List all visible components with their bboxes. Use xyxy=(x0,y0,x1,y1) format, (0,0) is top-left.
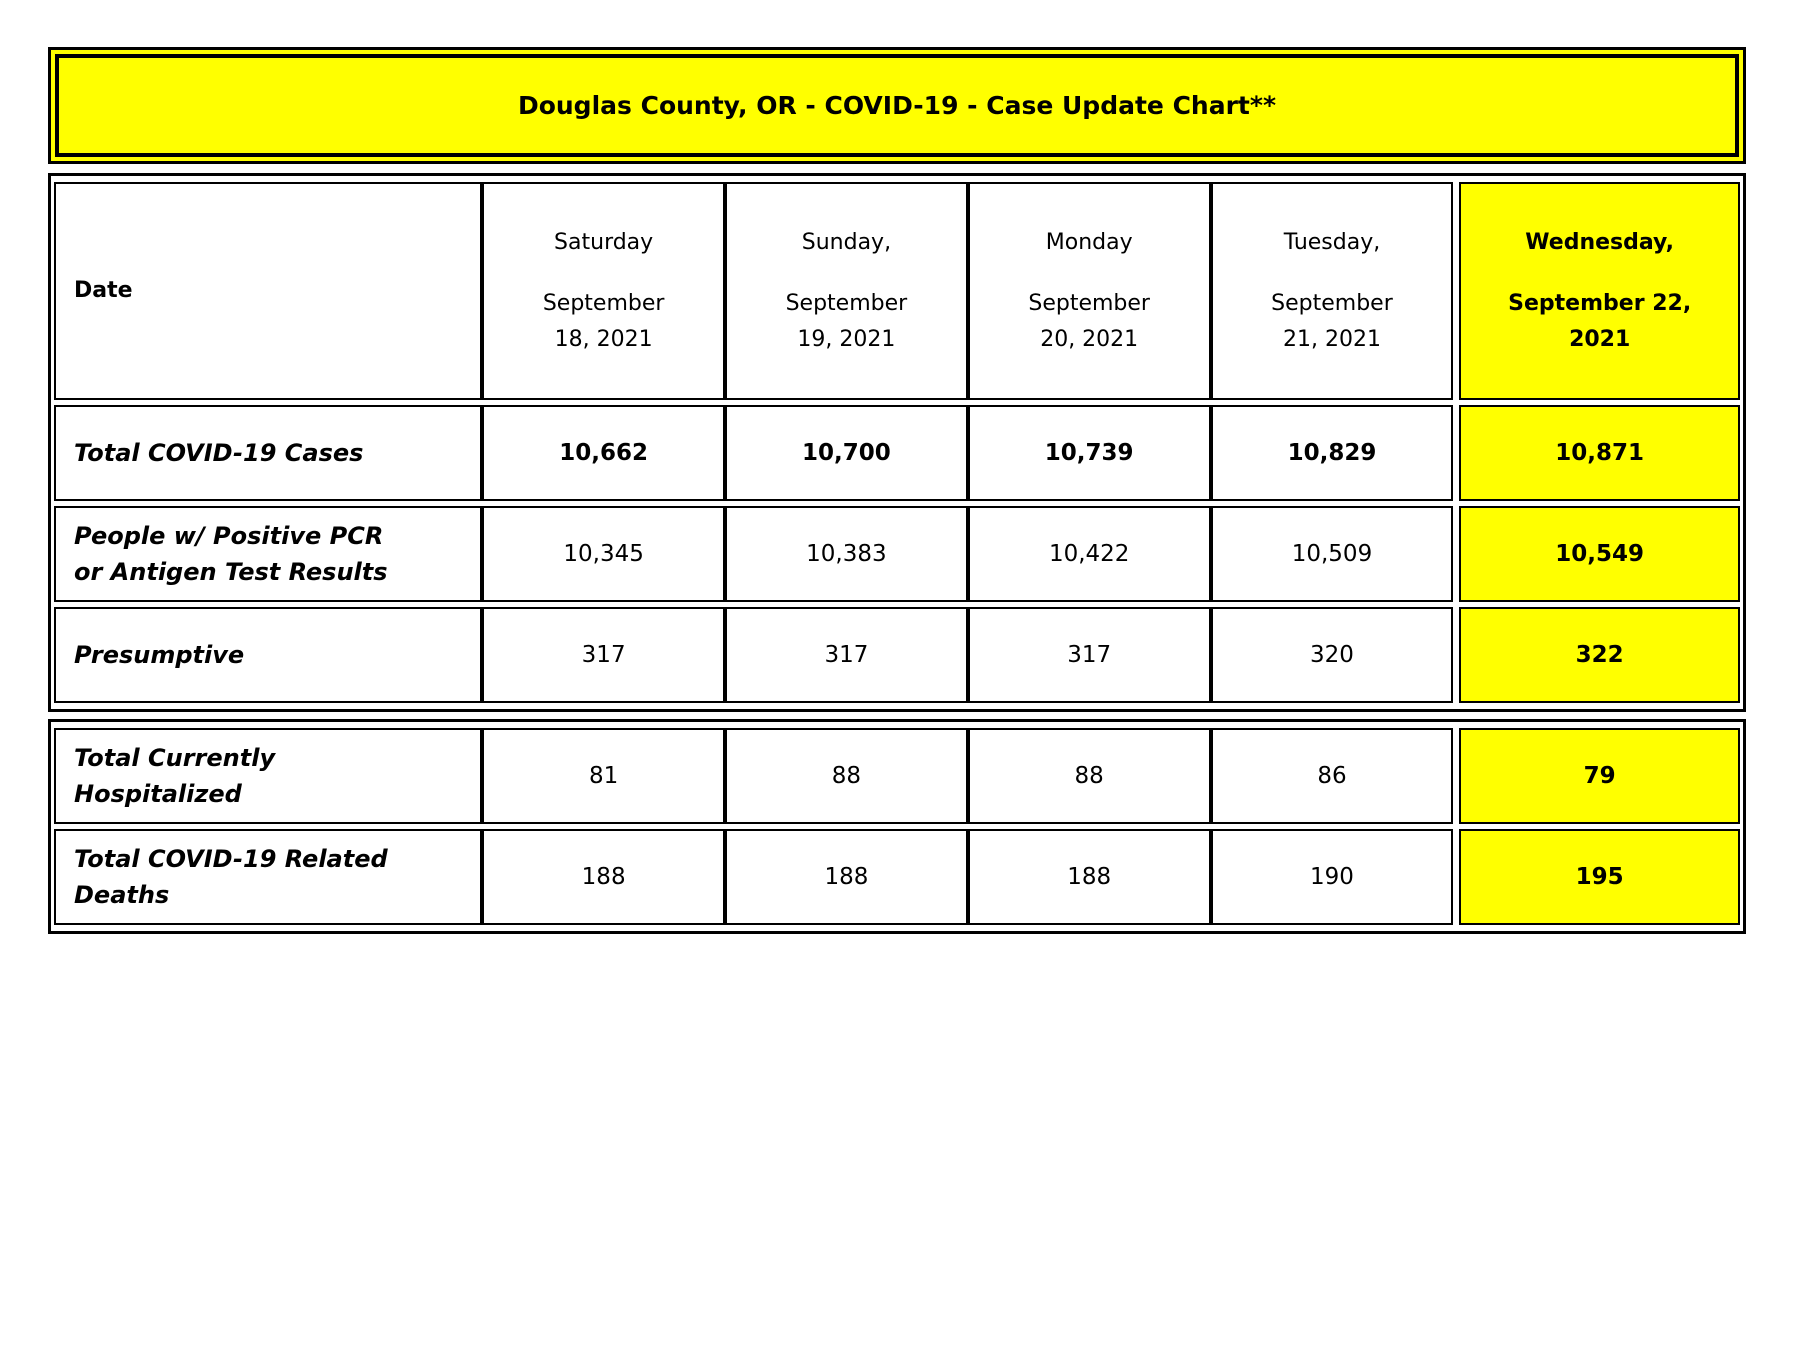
column-header-date-line: 20, 2021 xyxy=(1040,326,1139,352)
row-label-cell xyxy=(54,728,482,824)
table-row xyxy=(54,405,1740,501)
column-header-date xyxy=(735,286,958,356)
column-header-date-line: 19, 2021 xyxy=(797,326,896,352)
value-cell: 188 xyxy=(968,829,1211,925)
highlight-value-cell: 10,549 xyxy=(1459,506,1740,602)
row-label-cell xyxy=(54,405,482,501)
date-header-cell: Date xyxy=(54,182,482,400)
column-header-cell xyxy=(968,182,1211,400)
table-header-row xyxy=(54,182,1740,400)
title-banner xyxy=(48,47,1746,164)
value-cell: 10,700 xyxy=(725,405,968,501)
column-header-cell xyxy=(1459,182,1740,400)
value-cell: 86 xyxy=(1211,728,1454,824)
column-header-cell xyxy=(482,182,725,400)
column-header-date-line: 18, 2021 xyxy=(554,326,653,352)
value-cell: 190 xyxy=(1211,829,1454,925)
row-label-line: or Antigen Test Results xyxy=(74,558,388,586)
value-cell: 317 xyxy=(482,607,725,703)
value-cell: 88 xyxy=(725,728,968,824)
row-label-line: Total Currently xyxy=(74,744,276,772)
row-label-line: Presumptive xyxy=(74,641,245,669)
value-cell: 188 xyxy=(482,829,725,925)
table-block-lower xyxy=(48,719,1746,934)
table-row xyxy=(54,506,1740,602)
value-cell: 10,829 xyxy=(1211,405,1454,501)
row-label-line: Total COVID-19 Cases xyxy=(74,439,364,467)
column-header-date-line: September xyxy=(1271,291,1393,317)
column-header-day: Tuesday, xyxy=(1283,230,1381,256)
highlight-value-cell: 195 xyxy=(1459,829,1740,925)
covid-table-lower xyxy=(54,723,1740,930)
value-cell: 10,422 xyxy=(968,506,1211,602)
column-header-date-line: September xyxy=(785,291,908,317)
value-cell: 317 xyxy=(725,607,968,703)
row-label-line: People w/ Positive PCR xyxy=(74,522,384,550)
column-header-day: Sunday, xyxy=(801,230,892,256)
column-header-date-line: September 22, xyxy=(1508,291,1692,317)
table-row xyxy=(54,728,1740,824)
row-label-cell xyxy=(54,829,482,925)
value-cell: 317 xyxy=(968,607,1211,703)
column-header-date xyxy=(1221,286,1444,356)
column-header-day: Monday xyxy=(1045,230,1133,256)
covid-table-upper xyxy=(54,177,1740,708)
title-banner-inner xyxy=(55,54,1739,157)
table-block-upper xyxy=(48,173,1746,712)
column-header-date-line: September xyxy=(1028,291,1150,317)
value-cell: 10,509 xyxy=(1211,506,1454,602)
value-cell: 10,383 xyxy=(725,506,968,602)
column-header-date-line: September xyxy=(542,291,665,317)
column-header-cell xyxy=(725,182,968,400)
column-header-date-line: 2021 xyxy=(1569,326,1631,352)
row-label-line: Hospitalized xyxy=(74,780,242,808)
table-row xyxy=(54,829,1740,925)
value-cell: 320 xyxy=(1211,607,1454,703)
column-header-day: Saturday xyxy=(554,230,654,256)
value-cell: 188 xyxy=(725,829,968,925)
row-label-cell xyxy=(54,607,482,703)
highlight-value-cell: 10,871 xyxy=(1459,405,1740,501)
column-header-date xyxy=(1469,286,1730,356)
highlight-value-cell: 322 xyxy=(1459,607,1740,703)
column-header-date xyxy=(492,286,715,356)
column-header-date-line: 21, 2021 xyxy=(1282,326,1381,352)
value-cell: 10,739 xyxy=(968,405,1211,501)
page-title: Douglas County, OR - COVID-19 - Case Update Chart** xyxy=(517,91,1277,120)
highlight-value-cell: 79 xyxy=(1459,728,1740,824)
column-header-day: Wednesday, xyxy=(1525,230,1675,256)
value-cell: 10,662 xyxy=(482,405,725,501)
value-cell: 88 xyxy=(968,728,1211,824)
row-label-cell xyxy=(54,506,482,602)
column-header-cell xyxy=(1211,182,1454,400)
row-label-line: Deaths xyxy=(74,881,170,909)
column-header-date xyxy=(978,286,1201,356)
value-cell: 81 xyxy=(482,728,725,824)
value-cell: 10,345 xyxy=(482,506,725,602)
row-label-line: Total COVID-19 Related xyxy=(74,845,388,873)
table-row xyxy=(54,607,1740,703)
